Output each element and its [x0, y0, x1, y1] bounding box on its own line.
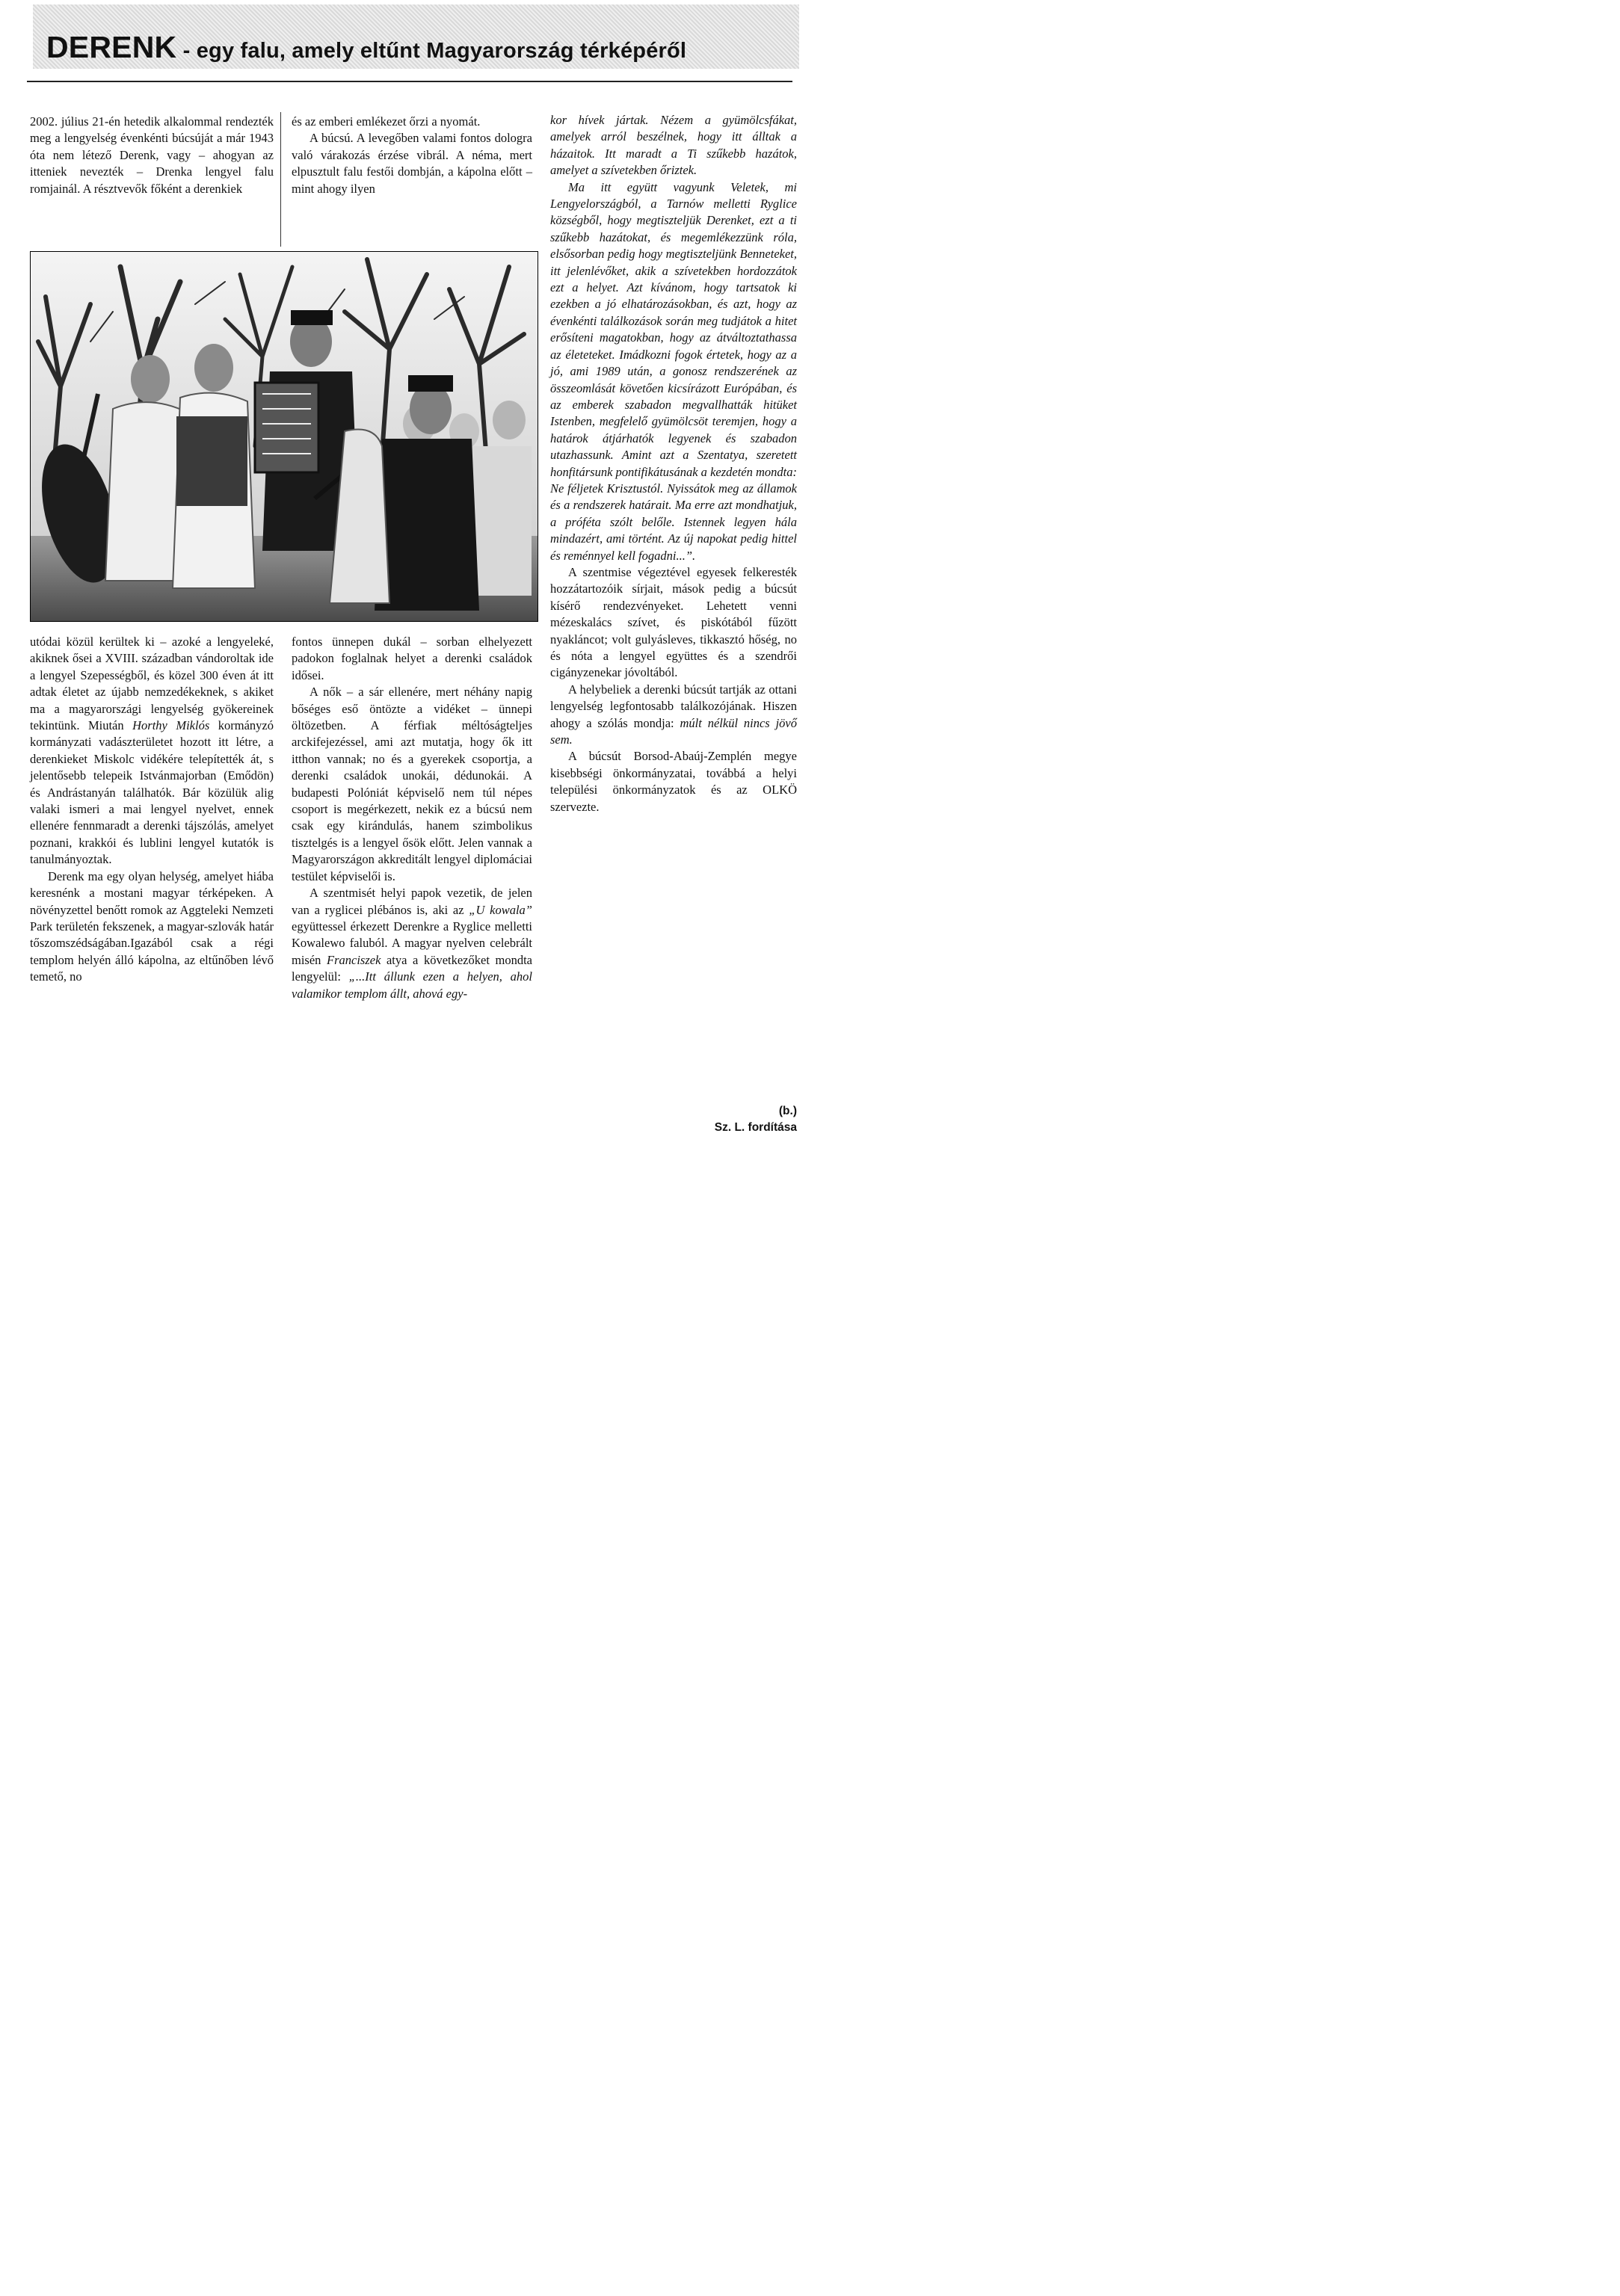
quote-paragraph: kor hívek jártak. Nézem a gyümölcsfákat, amelyek arról beszélnek, hogy itt álltak a házaitok. Itt maradt a Ti szűkebb hazátok, amelyet a szívetekben őriztek.: [550, 113, 797, 178]
column-divider: [280, 112, 281, 247]
byline: [658, 1103, 797, 1136]
person-name: Horthy Miklós: [132, 718, 210, 733]
column-2-top: [292, 114, 532, 251]
article-headline: [46, 27, 794, 67]
quote-start: „...Itt állunk ezen a helyen, ahol valamikor templom állt, ahová egy-: [292, 969, 532, 1001]
translator-credit: Sz. L. fordítása: [714, 1121, 797, 1134]
column-1-top: [30, 114, 274, 251]
text-run: együttessel érkezett Derenkre a Ryglice melletti Kowalewo faluból. A magyar nyelven celebrált misén: [292, 919, 532, 967]
ensemble-name: „U kowala”: [469, 902, 532, 917]
headline-sub: - egy falu, amely eltűnt Magyarország térképéről: [176, 39, 687, 63]
paragraph: és az emberi emlékezet őrzi a nyomát.: [292, 114, 481, 129]
proverb: múlt nélkül nincs jövő sem.: [550, 715, 798, 747]
paragraph: A szentmise végeztével egyesek felkeresték hozzátartozóik sírjait, mások pedig a búcsút kísérő rendezvényeket. Lehetett venni mézeskalács szívet, és piskótából fűzött nyakláncot; volt gulyásleves, tikkasztó hőség, no és nóta a lengyel együttes és a szendrői cigányzenekar jóvoltából.: [550, 564, 797, 680]
author-initial: (b.): [778, 1105, 797, 1117]
paragraph: fontos ünnepen dukál – sorban elhelyezett padokon foglalnak helyet a derenki családok idősei.: [292, 635, 532, 682]
paragraph: Derenk ma egy olyan helység, amelyet hiába keresnénk a mostani magyar térképeken. A növényzettel benőtt romok az Aggteleki Nemzeti Park területén fekszenek, a magyar-szlovák határ tőszomszédságában.Igazából csak a régi templom helyén álló kápolna, az eltűnőben lévő temető, no: [30, 868, 274, 984]
paragraph: [30, 634, 274, 868]
text-run: kormányzó kormányzati vadászterületet hozott itt létre, a derenkieket Miskolc vidékére telepítették át, s jelentősebb telepeik Istvánmajorban (Emődön) és Andrástanyán találhatók. Bár közülük alig valaki ismeri a mai lengyel nyelvet, ennek ellenére fennmaradt a derenki tájszólás, amelyet poznani, krakkói és lublini lengyel kutatók is tanulmányoztak.: [30, 718, 274, 867]
column-1-bottom: [30, 634, 274, 1147]
quote-paragraph: Ma itt együtt vagyunk Veletek, mi Lengyelországból, a Tarnów melletti Ryglice községből, hogy megtiszteljük Derenket, ezt a ti szűkebb hazátokat, és megemlékezzünk róla, elsősorban pedig hogy megtiszteljünk Benneteket, itt jelenlévőket, akik a szívetekben hordozzátok ezt a helyet. Azt kívánom, hogy tartsatok ki ezekben a jó elhatározásokban, és azt, hogy az évenkénti találkozások során meg tudjátok a hitet erősíteni magatokban, hogy az átváltoztathassa az életeteket. Imádkozni fogok értetek, hogy az a jó, ami 1989 után, a gonosz rendszerének az összeomlását követően kicsírázott Európában, és az emberek szabadon megvallhatták hitüket Istenben, megfelelő gyümölcsöt teremjen, hogy a határok átjárhatók legyenek és szabadon utazhassunk. Amint azt a Szentatya, szeretett honfitársunk pontifikátusának a kezdetén mondta: Ne féljetek Krisztustól. Nyissátok meg az államok és a rendszerek határait. Ma erre azt mondhatjuk, a próféta szólt belőle. Istennek legyen hála mindazért, ami történt. Az új napokat pedig hittel és reménnyel kell fogadni...”.: [550, 179, 797, 563]
article-photo: [30, 251, 538, 622]
paragraph: [292, 885, 532, 1002]
column-2-bottom: [292, 634, 532, 1147]
text-run: utódai közül kerültek ki – azoké a lengyeleké, akiknek ősei a XVIII. században vándoroltak ide a lengyel Szepességből, és közel 300 éven át itt adtak életet az újabb nemzedékeknek, s akiket ma a magyarországi lengyelség gyökereinek tekintünk. Miután: [30, 635, 274, 733]
column-3: [550, 112, 797, 1084]
priest-name: Franciszek: [327, 952, 381, 967]
paragraph: [550, 682, 797, 749]
text-run: atya a következőket mondta lengyelül:: [292, 952, 532, 984]
text-run: A helybeliek a derenki búcsút tartják az ottani lengyelség legfontosabb találkozójának. Hiszen ahogy a szólás mondja:: [550, 682, 797, 730]
title-rule: [27, 81, 792, 82]
paragraph: A búcsút Borsod-Abaúj-Zemplén megye kisebbségi önkormányzatai, továbbá a helyi települési önkormányzatok és az OLKÖ szervezte.: [550, 749, 797, 814]
newspaper-page: [0, 0, 820, 1158]
paragraph: 2002. július 21-én hetedik alkalommal rendezték meg a lengyelség évenkénti búcsúját a már 1943 óta nem létező Derenk, vagy – ahogyan az itteniek nevezték – Drenka lengyel falu romjainál. A résztvevők főként a derenkiek: [30, 114, 274, 196]
text-run: A szentmisét helyi papok vezetik, de jelen van a ryglicei plébános is, aki az: [292, 886, 532, 917]
headline-main: DERENK: [46, 30, 177, 64]
paragraph: A búcsú. A levegőben valami fontos dologra való várakozás érzése vibrál. A néma, mert elpusztult falu festői dombján, a kápolna előtt – mint ahogy ilyen: [292, 131, 532, 196]
folk-musicians-photo: [31, 252, 538, 621]
paragraph: A nők – a sár ellenére, mert néhány napig bőséges eső öntözte a vidéket – ünnepi öltözetben. A férfiak méltóságteljes arckifejezéssel, ami azt mutatja, hogy ők itt itthon vannak; no és a gyerekek csoportja, a derenki családok unokái, dédunokái. A budapesti Polóniát képviselő nem túl népes csoport is megérkezett, nekik ez a búcsú nem csak egy kirándulás, hanem szimbolikus tisztelgés is a lengyel ősök előtt. Jelen vannak a Magyarországon akkreditált lengyel diplomáciai testület képviselői is.: [292, 685, 532, 883]
